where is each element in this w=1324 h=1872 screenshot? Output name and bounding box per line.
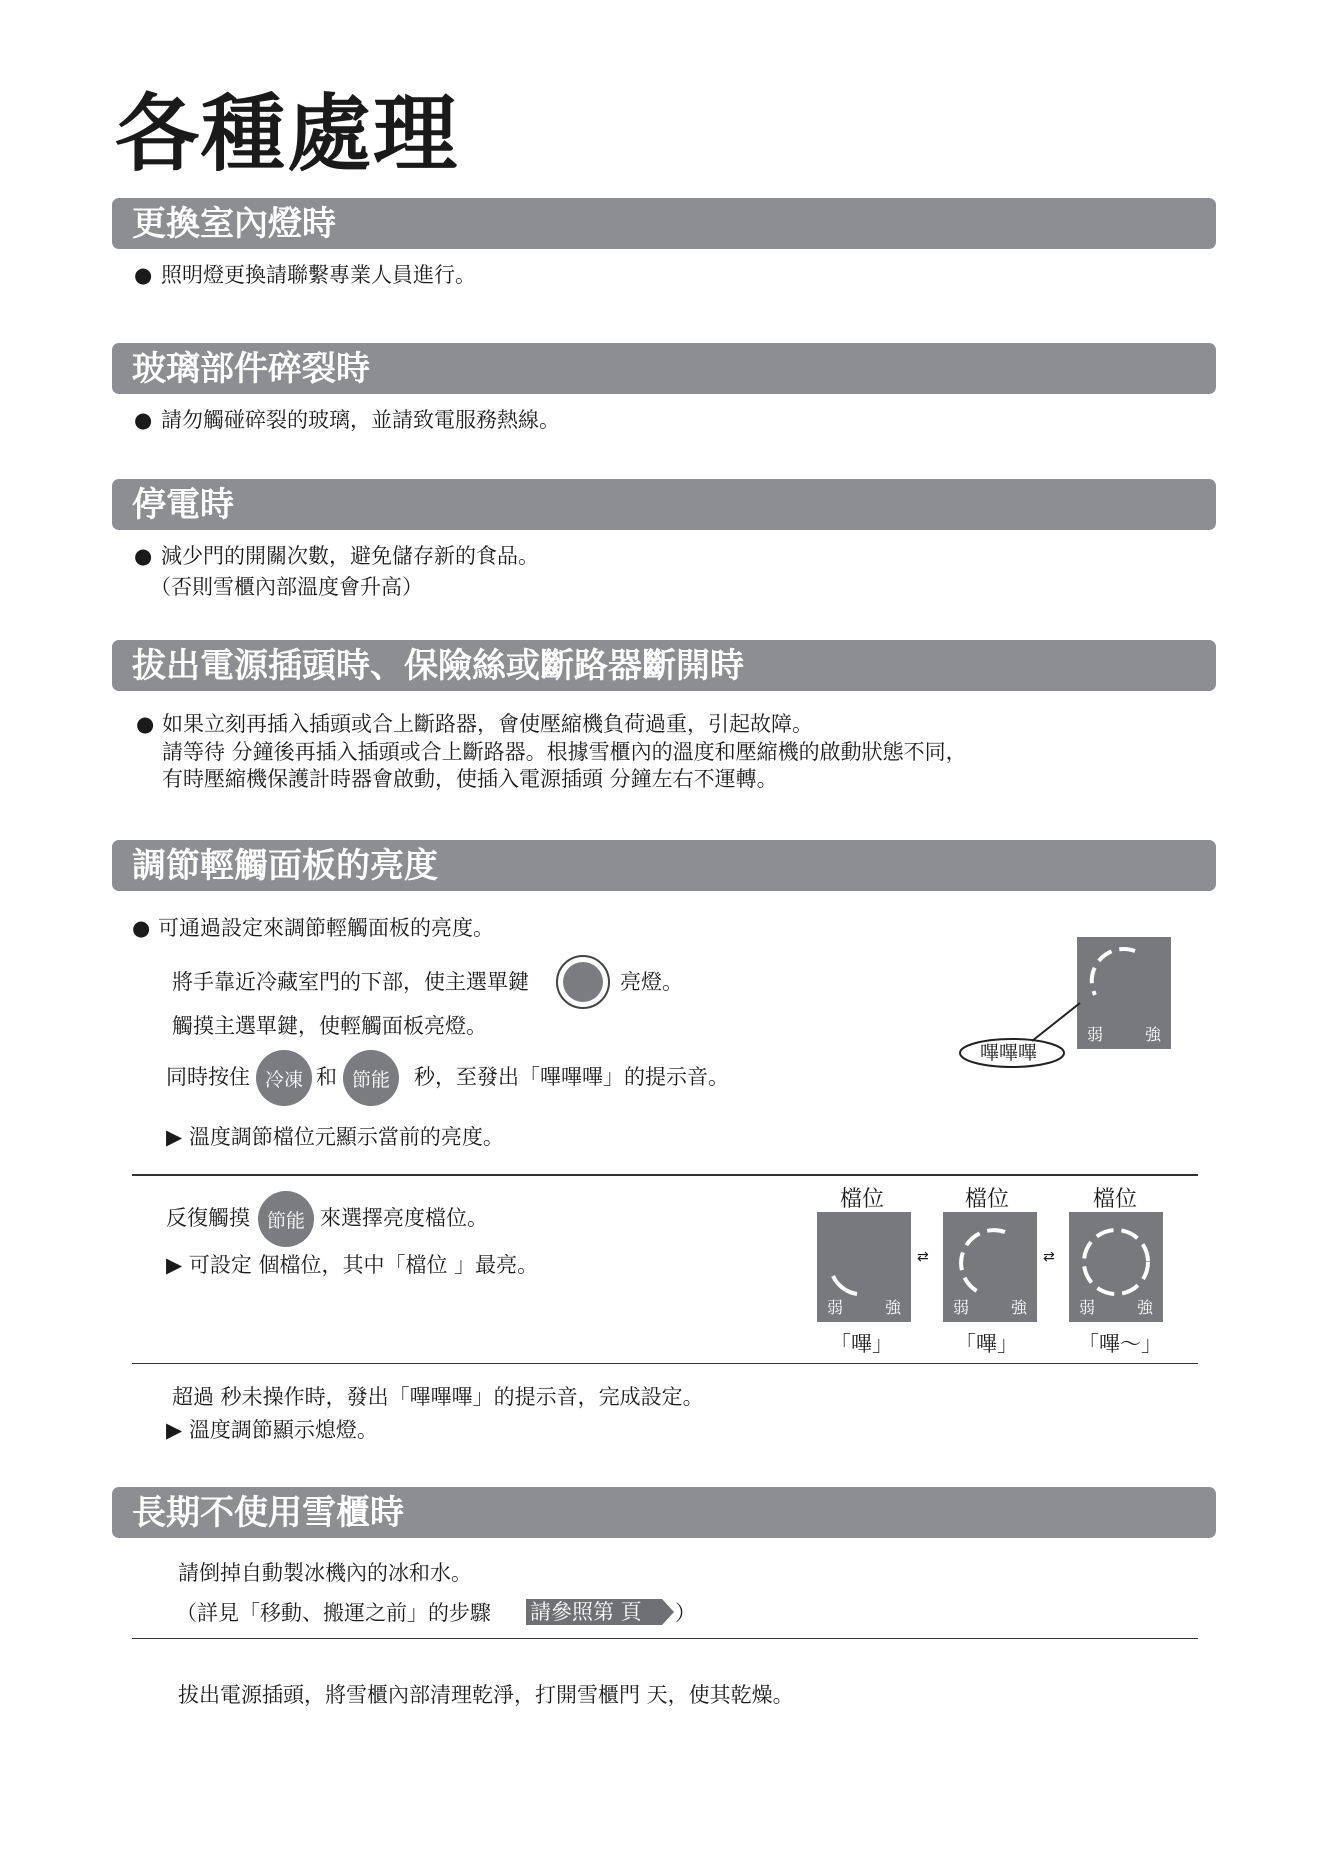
main-menu-key-icon[interactable] xyxy=(556,955,610,1009)
weak-label: 弱 xyxy=(827,1298,844,1317)
brightness-step3: 同時按住 xyxy=(166,1065,250,1089)
bullet: ● xyxy=(134,408,153,432)
switch-arrows-icon: ⇄ xyxy=(1043,1249,1055,1265)
section-header-outage-label: 停電時 xyxy=(132,485,234,525)
beep-bubble-text: 嗶嗶嗶 xyxy=(980,1042,1038,1064)
weak-label: 弱 xyxy=(953,1298,970,1317)
divider xyxy=(132,1174,1198,1176)
brightness-step3-end: 秒，至發出「嗶嗶嗶」的提示音。 xyxy=(414,1065,729,1089)
outage-text-1: 減少門的開關次數，避免儲存新的食品。 xyxy=(161,544,539,568)
weak-label: 弱 xyxy=(1087,1025,1104,1044)
beep-text: 「嗶」 xyxy=(830,1332,893,1356)
brightness-step4: 反復觸摸 xyxy=(166,1206,250,1230)
longterm-text-1: 請倒掉自動製冰機內的冰和水。 xyxy=(178,1561,472,1585)
section-header-unplug xyxy=(112,640,1216,691)
weak-label: 弱 xyxy=(1079,1298,1096,1317)
longterm-text-2-end: ） xyxy=(675,1601,696,1625)
level-label: 檔位 xyxy=(840,1187,885,1212)
unplug-text-2: 請等待 分鐘後再插入插頭或合上斷路器。根據雪櫃內的溫度和壓縮機的啟動狀態不同， xyxy=(162,740,967,764)
longterm-text-3: 拔出電源插頭，將雪櫃內部清理乾淨，打開雪櫃門 天，使其乾燥。 xyxy=(178,1683,794,1707)
unplug-text-3: 有時壓縮機保護計時器會啟動，使插入電源插頭 分鐘左右不運轉。 xyxy=(162,767,778,791)
brightness-step5: 超過 秒未操作時，發出「嗶嗶嗶」的提示音，完成設定。 xyxy=(172,1385,704,1409)
longterm-text-2: （詳見「移動、搬運之前」的步驟 xyxy=(176,1601,491,1625)
freeze-button[interactable]: 冷凍 xyxy=(256,1050,312,1106)
strong-label: 強 xyxy=(884,1298,901,1317)
bullet: ● xyxy=(136,712,155,736)
strong-label: 強 xyxy=(1010,1298,1027,1317)
and-text: 和 xyxy=(316,1065,337,1089)
section-header-unplug-label: 拔出電源插頭時、保險絲或斷路器斷開時 xyxy=(132,646,744,686)
level-label: 檔位 xyxy=(965,1187,1010,1212)
section-header-outage xyxy=(112,479,1216,530)
section-header-longterm xyxy=(112,1487,1216,1538)
unplug-text-1: 如果立刻再插入插頭或合上斷路器，會使壓縮機負荷過重，引起故障。 xyxy=(162,712,813,736)
bullet: ● xyxy=(132,916,151,940)
brightness-step1: 將手靠近冷藏室門的下部，使主選單鍵 xyxy=(172,970,529,994)
brightness-indicator-panel xyxy=(1077,937,1171,1049)
section-header-lamp-label: 更換室內燈時 xyxy=(132,204,336,244)
section-header-longterm-label: 長期不使用雪櫃時 xyxy=(132,1493,404,1533)
level-panel-1 xyxy=(817,1212,911,1322)
section-header-glass xyxy=(112,343,1216,394)
level-label: 檔位 xyxy=(1093,1187,1138,1212)
page-title: 各種處理 xyxy=(115,85,460,183)
brightness-step5-note: ▶ 溫度調節顯示熄燈。 xyxy=(166,1418,378,1442)
glass-text: 請勿觸碰碎裂的玻璃，並請致電服務熱線。 xyxy=(161,408,560,432)
brightness-step3-note: ▶ 溫度調節檔位元顯示當前的亮度。 xyxy=(166,1125,504,1149)
level-panel-2 xyxy=(943,1212,1037,1322)
strong-label: 強 xyxy=(1144,1025,1161,1044)
outage-text-2: （否則雪櫃內部溫度會升高） xyxy=(150,575,423,599)
eco-button[interactable]: 節能 xyxy=(258,1191,314,1247)
brightness-step4-note: ▶ 可設定 個檔位，其中「檔位 」最亮。 xyxy=(166,1253,539,1277)
switch-arrows-icon: ⇄ xyxy=(917,1249,929,1265)
bullet: ● xyxy=(134,544,153,568)
eco-button[interactable]: 節能 xyxy=(343,1050,399,1106)
brightness-intro: 可通過設定來調節輕觸面板的亮度。 xyxy=(158,916,494,940)
bullet: ● xyxy=(134,263,153,287)
divider xyxy=(132,1638,1198,1639)
divider xyxy=(132,1363,1198,1364)
beep-text: 「嗶」 xyxy=(955,1332,1018,1356)
brightness-step2: 觸摸主選單鍵，使輕觸面板亮燈。 xyxy=(172,1014,487,1038)
section-header-brightness xyxy=(112,840,1216,891)
brightness-step1-end: 亮燈。 xyxy=(620,970,683,994)
level-panel-3 xyxy=(1069,1212,1163,1322)
section-header-lamp xyxy=(112,198,1216,249)
strong-label: 強 xyxy=(1136,1298,1153,1317)
beep-text: 「嗶～」 xyxy=(1078,1332,1162,1356)
section-header-brightness-label: 調節輕觸面板的亮度 xyxy=(132,846,438,886)
brightness-step4-end: 來選擇亮度檔位。 xyxy=(320,1206,488,1230)
see-page-tag-label: 請參照第 頁 xyxy=(530,1600,642,1624)
lamp-text: 照明燈更換請聯繫專業人員進行。 xyxy=(161,263,476,287)
section-header-glass-label: 玻璃部件碎裂時 xyxy=(132,349,370,389)
